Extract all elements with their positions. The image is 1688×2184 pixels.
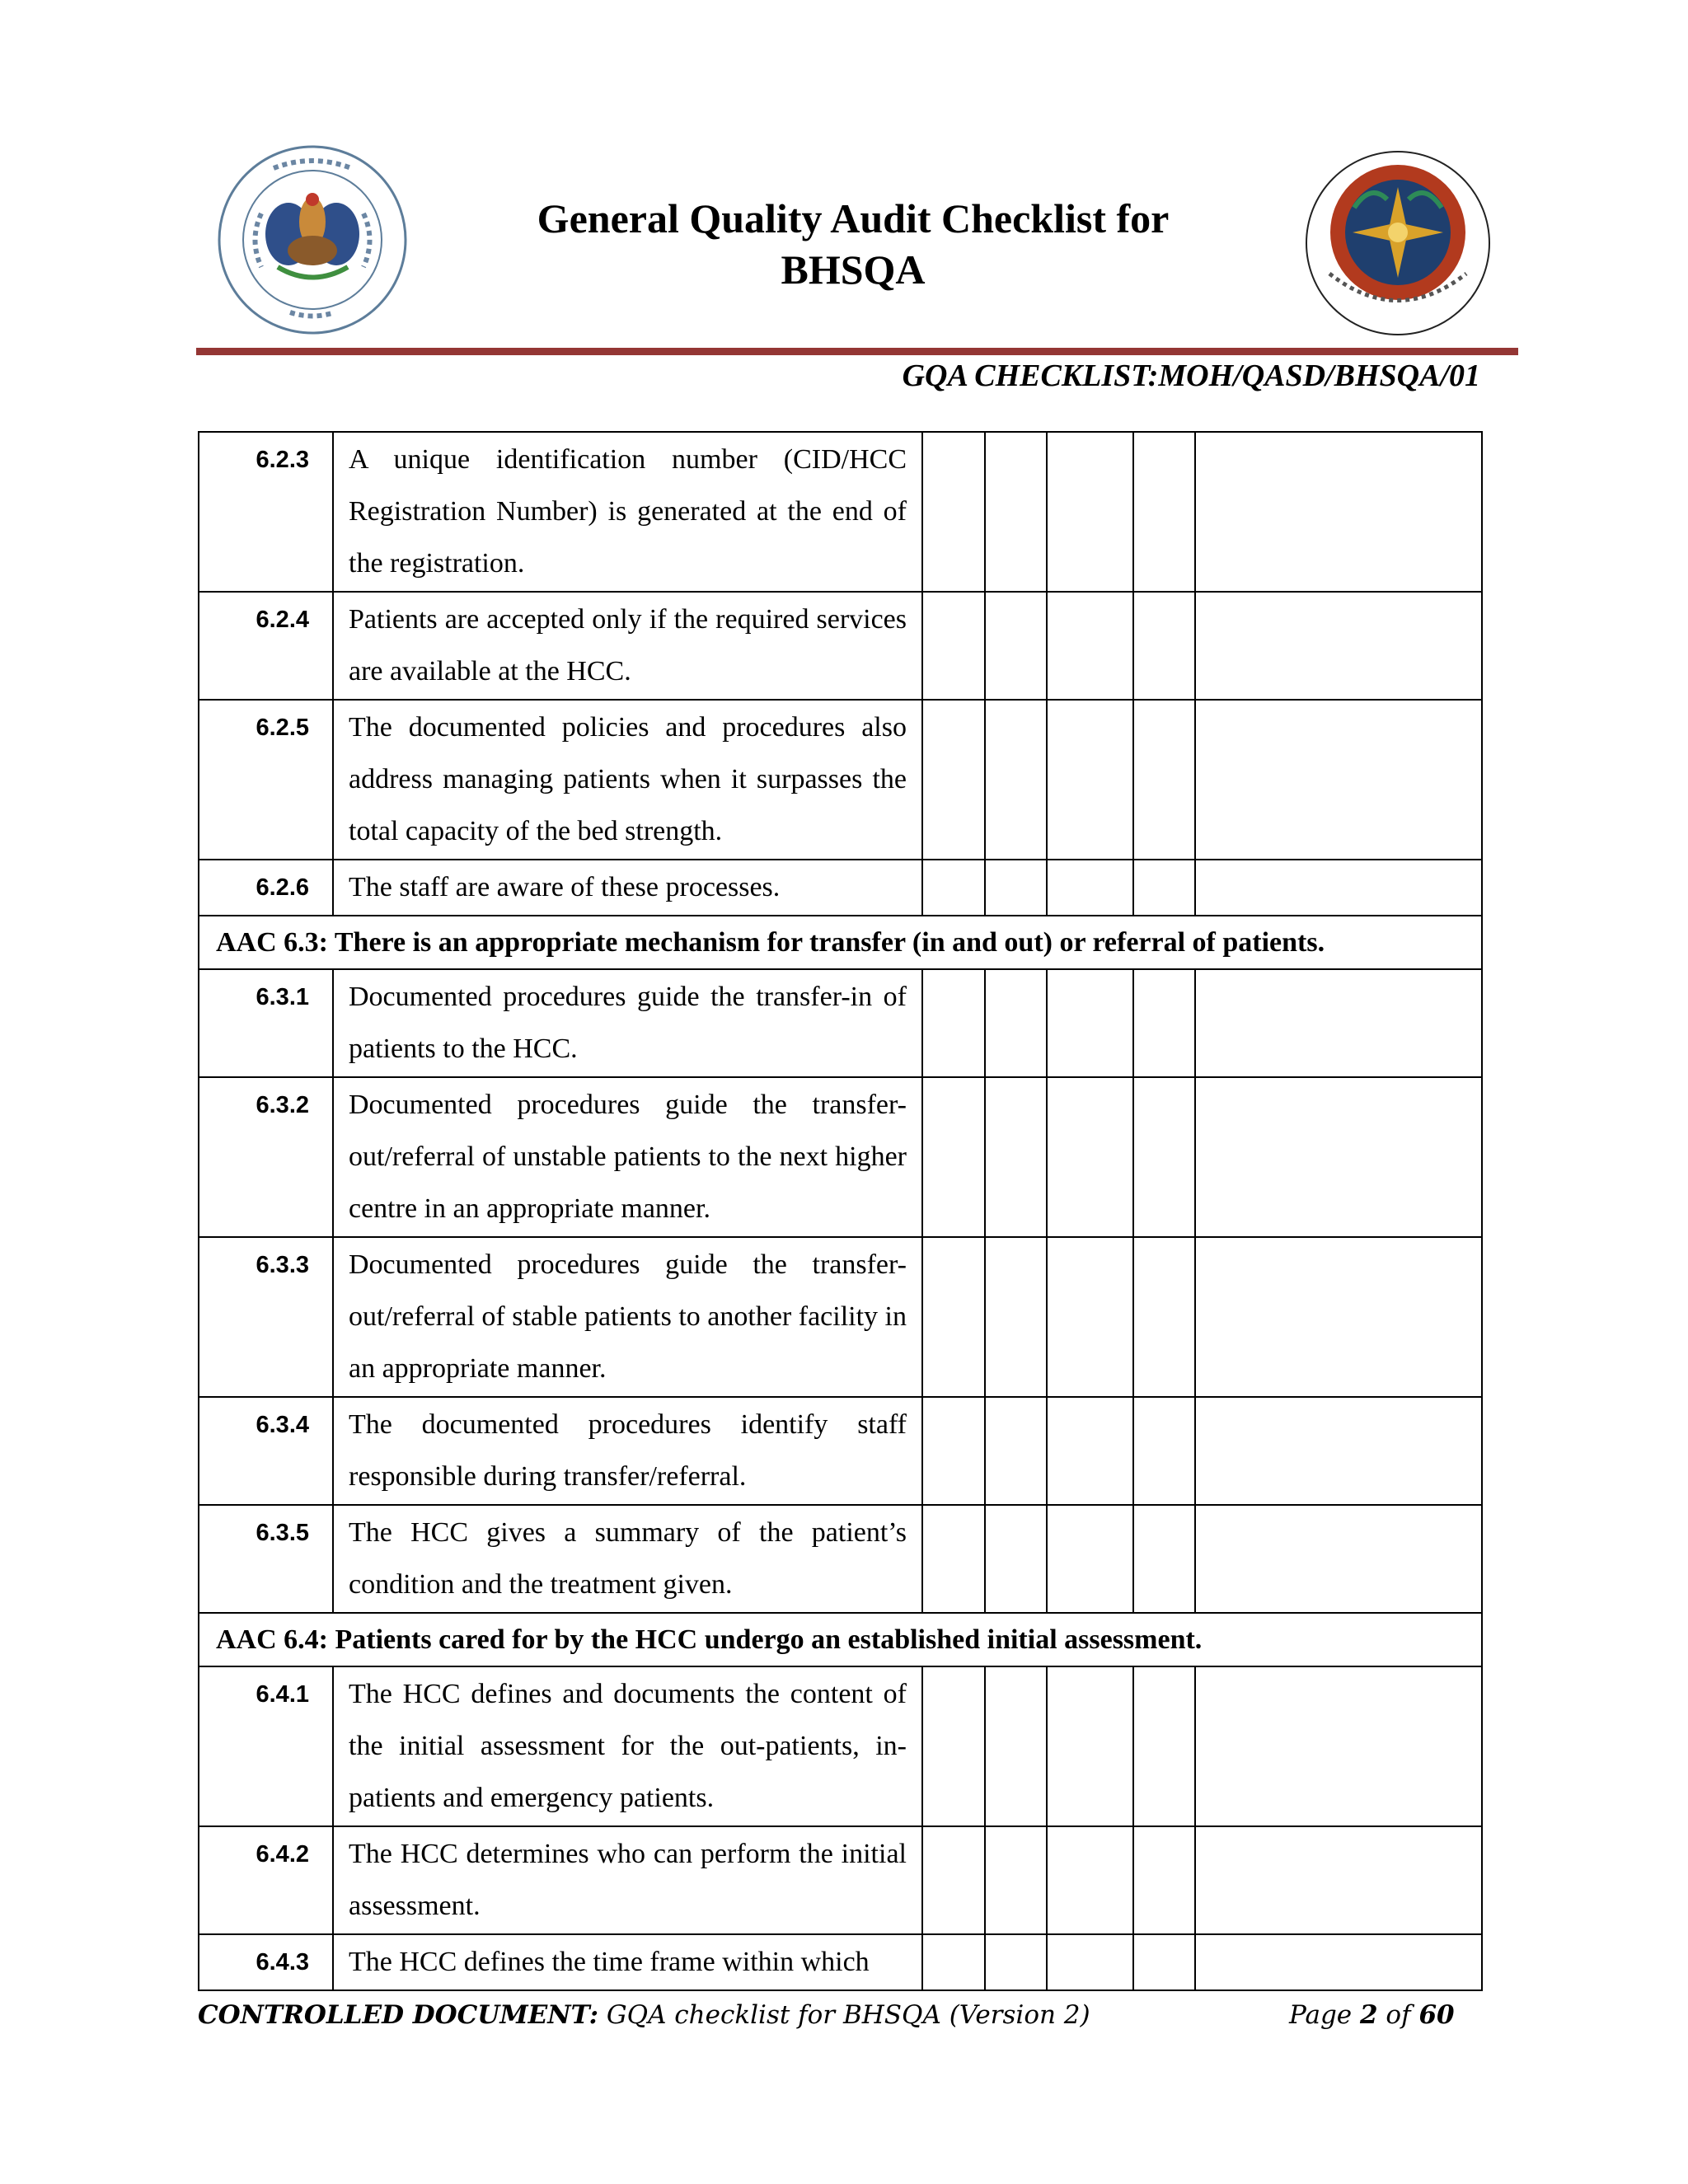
assessment-checkbox-cell[interactable] (922, 1237, 985, 1397)
assessment-checkbox-cell[interactable] (1047, 1826, 1133, 1934)
assessment-checkbox-cell[interactable] (922, 592, 985, 700)
footer-page-current: 2 (1360, 2000, 1378, 2030)
assessment-checkbox-cell[interactable] (922, 1397, 985, 1505)
item-number: 6.4.2 (199, 1826, 333, 1934)
item-requirement-text: The HCC determines who can perform the initial assessment. (349, 1839, 907, 1921)
item-requirement-text: A unique identification number (CID/HCC Registration Number) is generated at the end of the registration. (349, 444, 907, 579)
section-header-text: AAC 6.4: Patients cared for by the HCC undergo an established initial assessment. (199, 1613, 1482, 1666)
assessment-checkbox-cell[interactable] (1047, 432, 1133, 592)
footer-page-number (1289, 1994, 1455, 2036)
assessment-checkbox-cell[interactable] (1133, 1666, 1195, 1826)
item-number: 6.3.2 (199, 1077, 333, 1237)
item-requirement-text: The documented policies and procedures also address managing patients when it surpasses the total capacity of the bed strength. (349, 712, 907, 846)
item-requirement-cell (333, 969, 922, 1077)
assessment-checkbox-cell[interactable] (922, 432, 985, 592)
assessment-checkbox-cell[interactable] (985, 700, 1047, 860)
assessment-checkbox-cell[interactable] (1047, 1237, 1133, 1397)
remarks-cell[interactable] (1195, 969, 1482, 1077)
assessment-checkbox-cell[interactable] (985, 592, 1047, 700)
item-number: 6.2.3 (199, 432, 333, 592)
section-header-text: AAC 6.3: There is an appropriate mechanism for transfer (in and out) or referral of patients. (199, 916, 1482, 969)
item-requirement-text: Documented procedures guide the transfer-out/referral of stable patients to another facility in an appropriate manner. (349, 1249, 907, 1384)
assessment-checkbox-cell[interactable] (922, 1826, 985, 1934)
item-requirement-cell (333, 1826, 922, 1934)
assessment-checkbox-cell[interactable] (922, 1077, 985, 1237)
item-number: 6.3.5 (199, 1505, 333, 1613)
assessment-checkbox-cell[interactable] (1047, 700, 1133, 860)
assessment-checkbox-cell[interactable] (1133, 700, 1195, 860)
footer-document-name: GQA checklist for BHSQA (Version 2) (598, 2000, 1090, 2030)
footer-page-of: of (1377, 2000, 1419, 2030)
remarks-cell[interactable] (1195, 1077, 1482, 1237)
item-requirement-cell (333, 1666, 922, 1826)
item-requirement-cell (333, 1077, 922, 1237)
checklist-row (199, 1237, 1482, 1397)
checklist-row (199, 700, 1482, 860)
section-header-row (199, 916, 1482, 969)
assessment-checkbox-cell[interactable] (985, 1397, 1047, 1505)
assessment-checkbox-cell[interactable] (1047, 1505, 1133, 1613)
assessment-checkbox-cell[interactable] (1133, 969, 1195, 1077)
item-requirement-cell (333, 592, 922, 700)
item-requirement-text: The HCC gives a summary of the patient’s condition and the treatment given. (349, 1517, 907, 1600)
item-number: 6.3.3 (199, 1237, 333, 1397)
item-requirement-cell (333, 700, 922, 860)
assessment-checkbox-cell[interactable] (1047, 1934, 1133, 1990)
checklist-row (199, 432, 1482, 592)
item-requirement-text: The documented procedures identify staff responsible during transfer/referral. (349, 1409, 907, 1492)
checklist-row (199, 592, 1482, 700)
remarks-cell[interactable] (1195, 1237, 1482, 1397)
assessment-checkbox-cell[interactable] (985, 1237, 1047, 1397)
checklist-row (199, 1934, 1482, 1990)
assessment-checkbox-cell[interactable] (922, 1934, 985, 1990)
assessment-checkbox-cell[interactable] (985, 860, 1047, 916)
item-requirement-cell (333, 432, 922, 592)
assessment-checkbox-cell[interactable] (1133, 860, 1195, 916)
footer-page-prefix: Page (1289, 2000, 1360, 2030)
item-requirement-cell (333, 1397, 922, 1505)
item-requirement-cell (333, 1934, 922, 1990)
assessment-checkbox-cell[interactable] (1133, 1237, 1195, 1397)
remarks-cell[interactable] (1195, 1826, 1482, 1934)
assessment-checkbox-cell[interactable] (1047, 860, 1133, 916)
remarks-cell[interactable] (1195, 860, 1482, 916)
checklist-row (199, 1666, 1482, 1826)
assessment-checkbox-cell[interactable] (922, 860, 985, 916)
remarks-cell[interactable] (1195, 1666, 1482, 1826)
item-requirement-cell (333, 1237, 922, 1397)
item-requirement-text: Documented procedures guide the transfer-out/referral of unstable patients to the next higher centre in an appropriate manner. (349, 1090, 907, 1224)
checklist-row (199, 1077, 1482, 1237)
checklist-row (199, 1505, 1482, 1613)
assessment-checkbox-cell[interactable] (922, 969, 985, 1077)
assessment-checkbox-cell[interactable] (1133, 1505, 1195, 1613)
item-number: 6.3.4 (199, 1397, 333, 1505)
item-requirement-text: The HCC defines and documents the content of the initial assessment for the out-patients, in-patients and emergency patients. (349, 1679, 907, 1813)
item-number: 6.2.6 (199, 860, 333, 916)
document-title-line-1: General Quality Audit Checklist for (537, 195, 1170, 241)
national-emblem-logo (1305, 150, 1491, 336)
remarks-cell[interactable] (1195, 1505, 1482, 1613)
item-requirement-text: The staff are aware of these processes. (349, 872, 781, 902)
remarks-cell[interactable] (1195, 592, 1482, 700)
item-number: 6.2.4 (199, 592, 333, 700)
checklist-row (199, 1826, 1482, 1934)
document-code: GQA CHECKLIST:MOH/QASD/BHSQA/01 (902, 359, 1480, 393)
assessment-checkbox-cell[interactable] (1047, 1666, 1133, 1826)
item-number: 6.2.5 (199, 700, 333, 860)
assessment-checkbox-cell[interactable] (985, 1077, 1047, 1237)
checklist-row (199, 969, 1482, 1077)
item-number: 6.3.1 (199, 969, 333, 1077)
remarks-cell[interactable] (1195, 1934, 1482, 1990)
document-title (445, 193, 1261, 295)
assessment-checkbox-cell[interactable] (922, 1505, 985, 1613)
document-title-line-2: BHSQA (781, 246, 926, 293)
assessment-checkbox-cell[interactable] (1133, 1934, 1195, 1990)
assessment-checkbox-cell[interactable] (1133, 1397, 1195, 1505)
footer-document-label (198, 1994, 1090, 2036)
assessment-checkbox-cell[interactable] (1133, 1826, 1195, 1934)
assessment-checkbox-cell[interactable] (985, 432, 1047, 592)
checklist-row (199, 860, 1482, 916)
assessment-checkbox-cell[interactable] (1047, 592, 1133, 700)
assessment-checkbox-cell[interactable] (985, 1826, 1047, 1934)
section-header-row (199, 1613, 1482, 1666)
assessment-checkbox-cell[interactable] (985, 969, 1047, 1077)
checklist-row (199, 1397, 1482, 1505)
item-requirement-text: Documented procedures guide the transfer-in of patients to the HCC. (349, 982, 907, 1064)
item-requirement-text: The HCC defines the time frame within which (349, 1947, 870, 1977)
item-requirement-text: Patients are accepted only if the required services are available at the HCC. (349, 604, 907, 687)
assessment-checkbox-cell[interactable] (985, 1934, 1047, 1990)
assessment-checkbox-cell[interactable] (1047, 1397, 1133, 1505)
item-number: 6.4.3 (199, 1934, 333, 1990)
remarks-cell[interactable] (1195, 700, 1482, 860)
assessment-checkbox-cell[interactable] (1047, 1077, 1133, 1237)
footer-page-total: 60 (1418, 2000, 1455, 2030)
assessment-checkbox-cell[interactable] (922, 700, 985, 860)
item-requirement-cell (333, 1505, 922, 1613)
item-requirement-cell (333, 860, 922, 916)
assessment-checkbox-cell[interactable] (922, 1666, 985, 1826)
assessment-checkbox-cell[interactable] (1047, 969, 1133, 1077)
footer-controlled-label: CONTROLLED DOCUMENT: (198, 2000, 599, 2030)
assessment-checkbox-cell[interactable] (1133, 592, 1195, 700)
assessment-checkbox-cell[interactable] (1133, 432, 1195, 592)
remarks-cell[interactable] (1195, 432, 1482, 592)
assessment-checkbox-cell[interactable] (985, 1666, 1047, 1826)
item-number: 6.4.1 (199, 1666, 333, 1826)
ministry-emblem-logo (216, 143, 409, 336)
assessment-checkbox-cell[interactable] (985, 1505, 1047, 1613)
assessment-checkbox-cell[interactable] (1133, 1077, 1195, 1237)
remarks-cell[interactable] (1195, 1397, 1482, 1505)
audit-checklist-table (198, 431, 1483, 1991)
